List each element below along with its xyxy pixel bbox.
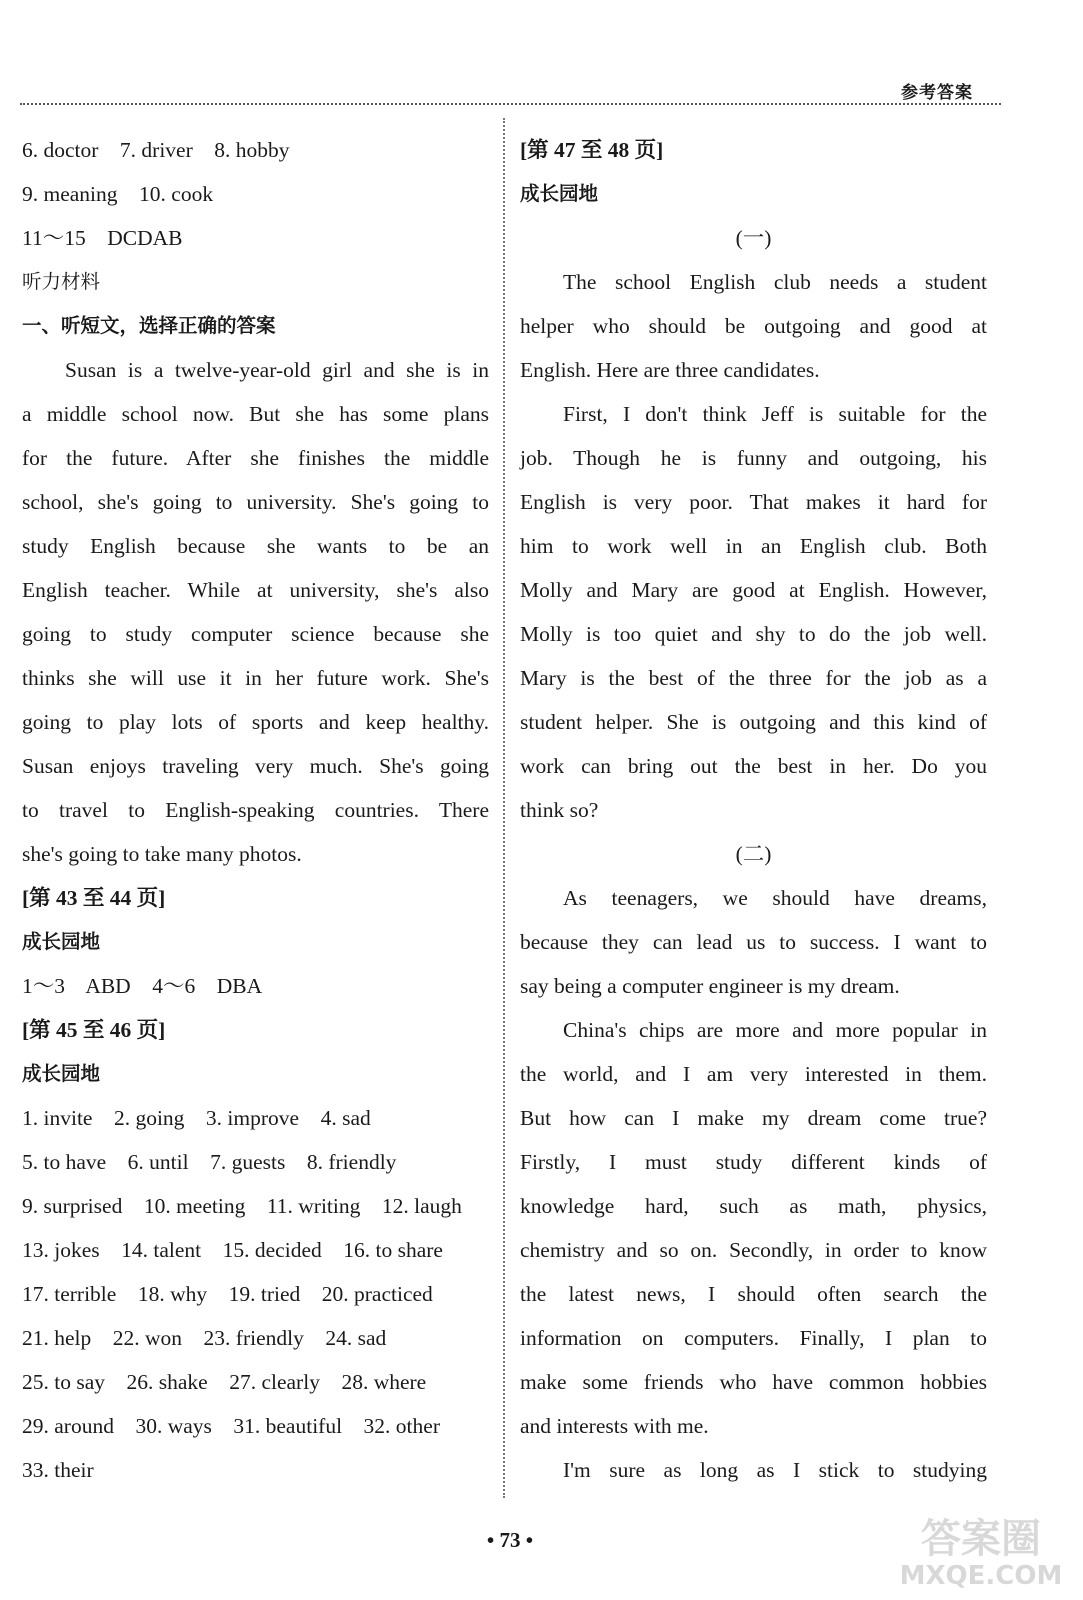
- essay-paragraph: [520, 1008, 987, 1448]
- answer-line: 9. meaning 10. cook: [22, 182, 214, 206]
- essay-line: China's chips are more and more popular in: [563, 1018, 987, 1042]
- essay-line: Firstly, I must study different kinds of: [520, 1150, 987, 1174]
- essay-paragraph: [520, 260, 987, 392]
- growth-heading: 成长园地: [22, 930, 101, 953]
- answer-line: 9. surprised 10. meeting 11. writing 12. laugh: [22, 1194, 462, 1218]
- essay-line: the latest news, I should often search the: [520, 1282, 987, 1306]
- page-range-heading: [第 47 至 48 页]: [520, 138, 664, 162]
- right-column: [520, 128, 987, 1492]
- essay-line: As teenagers, we should have dreams,: [563, 886, 987, 910]
- essay-line: English. Here are three candidates.: [520, 358, 820, 382]
- page-number: • 73 •: [486, 1528, 534, 1552]
- answer-line: 25. to say 26. shake 27. clearly 28. where: [22, 1370, 427, 1394]
- passage-line: English teacher. While at university, she's also: [22, 578, 489, 602]
- svg-text:答案圈: 答案圈: [921, 1516, 1041, 1562]
- passage-line: school, she's going to university. She's going to: [22, 490, 489, 514]
- essay-line: I'm sure as long as I stick to studying: [563, 1458, 987, 1482]
- passage-line: going to study computer science because she: [22, 622, 489, 646]
- passage-line: study English because she wants to be an: [22, 534, 489, 558]
- svg-text:MXQE.COM: MXQE.COM: [899, 1561, 1063, 1591]
- answer-line: 33. their: [22, 1458, 94, 1482]
- essay-line: English is very poor. That makes it hard for: [520, 490, 987, 514]
- watermark-logo: [891, 1506, 1071, 1592]
- essay-line: First, I don't think Jeff is suitable for the: [563, 402, 987, 426]
- answer-line: 6. doctor 7. driver 8. hobby: [22, 138, 290, 162]
- column-divider: [503, 118, 505, 1498]
- essay-paragraph: [520, 876, 987, 1008]
- essay-line: think so?: [520, 798, 599, 822]
- essay-line: Molly and Mary are good at English. However,: [520, 578, 987, 602]
- passage-line: Susan enjoys traveling very much. She's going: [22, 754, 489, 778]
- answer-line: 21. help 22. won 23. friendly 24. sad: [22, 1326, 387, 1350]
- page-range-heading: [第 43 至 44 页]: [22, 886, 166, 910]
- essay-line: knowledge hard, such as math, physics,: [520, 1194, 987, 1218]
- passage-line: to travel to English-speaking countries. There: [22, 798, 489, 822]
- essay-line: job. Though he is funny and outgoing, his: [520, 446, 987, 470]
- part-label: (二): [735, 842, 772, 866]
- answer-line: 13. jokes 14. talent 15. decided 16. to share: [22, 1238, 443, 1262]
- left-column: [22, 128, 489, 1492]
- essay-line: Molly is too quiet and shy to do the job well.: [520, 622, 987, 646]
- essay-line: him to work well in an English club. Both: [520, 534, 987, 558]
- essay-line: Mary is the best of the three for the job as a: [520, 666, 987, 690]
- passage-line: Susan is a twelve-year-old girl and she is in: [65, 358, 489, 382]
- answer-line: 5. to have 6. until 7. guests 8. friendly: [22, 1150, 397, 1174]
- section-heading: 一、听短文，选择正确的答案: [22, 314, 276, 337]
- essay-line: helper who should be outgoing and good at: [520, 314, 987, 338]
- page-range-heading: [第 45 至 46 页]: [22, 1018, 166, 1042]
- essay-line: student helper. She is outgoing and this kind of: [520, 710, 987, 734]
- growth-heading: 成长园地: [22, 1062, 101, 1085]
- essay-line: But how can I make my dream come true?: [520, 1106, 987, 1130]
- answer-line: 1～3 ABD 4～6 DBA: [22, 974, 263, 998]
- passage-line: thinks she will use it in her future work. She's: [22, 666, 489, 690]
- essay-line: information on computers. Finally, I plan to: [520, 1326, 987, 1350]
- answer-line: 17. terrible 18. why 19. tried 20. practiced: [22, 1282, 433, 1306]
- passage-line: for the future. After she finishes the middle: [22, 446, 489, 470]
- essay-line: The school English club needs a student: [563, 270, 987, 294]
- essay-line: because they can lead us to success. I want to: [520, 930, 987, 954]
- essay-line: say being a computer engineer is my dream.: [520, 974, 900, 998]
- passage-line: she's going to take many photos.: [22, 842, 302, 866]
- header-divider: [20, 103, 1001, 105]
- essay-line: work can bring out the best in her. Do you: [520, 754, 987, 778]
- answer-line: 11～15 DCDAB: [22, 226, 183, 250]
- essay-line: the world, and I am very interested in them.: [520, 1062, 987, 1086]
- answer-line: 29. around 30. ways 31. beautiful 32. other: [22, 1414, 440, 1438]
- page-header-title: 参考答案: [901, 83, 973, 103]
- listening-heading: 听力材料: [22, 270, 101, 293]
- passage-line: going to play lots of sports and keep healthy.: [22, 710, 489, 734]
- growth-heading: 成长园地: [520, 182, 599, 205]
- listening-passage: [22, 348, 489, 876]
- part-label: (一): [735, 226, 772, 250]
- essay-line: make some friends who have common hobbies: [520, 1370, 987, 1394]
- essay-line: chemistry and so on. Secondly, in order to know: [520, 1238, 987, 1262]
- essay-line: and interests with me.: [520, 1414, 709, 1438]
- essay-paragraph: [520, 392, 987, 832]
- answer-line: 1. invite 2. going 3. improve 4. sad: [22, 1106, 371, 1130]
- essay-paragraph: [520, 1448, 987, 1492]
- passage-line: a middle school now. But she has some plans: [22, 402, 489, 426]
